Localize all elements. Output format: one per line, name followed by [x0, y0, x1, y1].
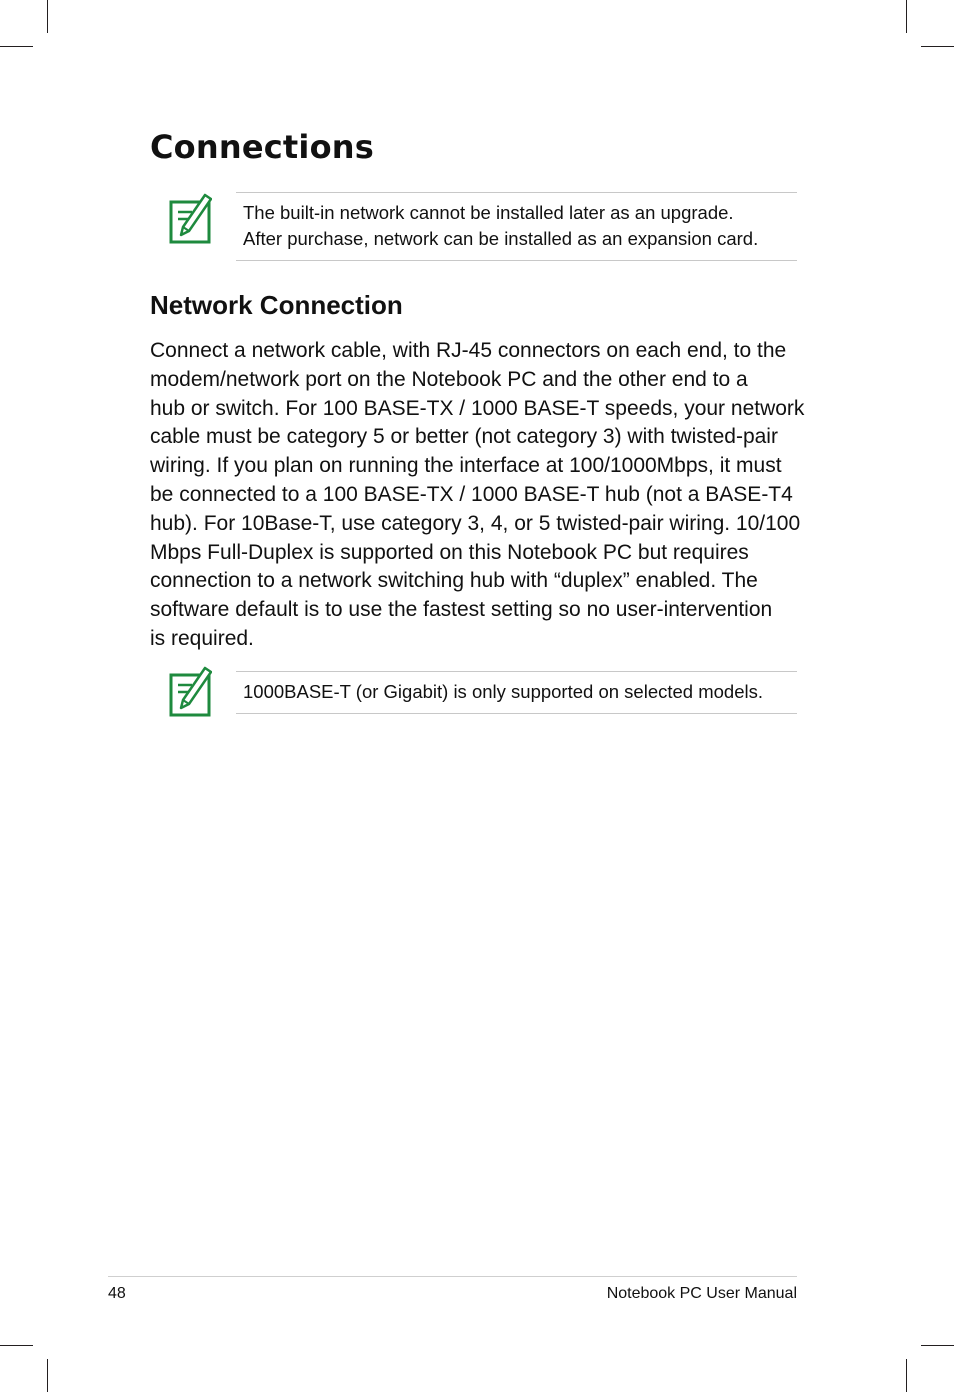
body-line: Mbps Full-Duplex is supported on this Notebook PC but requires: [150, 540, 749, 564]
note-pencil-icon: [168, 192, 212, 244]
crop-mark: [906, 0, 907, 33]
body-line: hub or switch. For 100 BASE-TX / 1000 BASE-T speeds, your network: [150, 396, 805, 420]
crop-mark: [906, 1359, 907, 1392]
body-line: connection to a network switching hub with “duplex” enabled. The: [150, 569, 758, 593]
body-line: hub). For 10Base-T, use category 3, 4, or 5 twisted-pair wiring. 10/100: [150, 511, 801, 535]
note-box: [236, 671, 797, 714]
body-line: modem/network port on the Notebook PC and the other end to a: [150, 367, 748, 391]
body-line: wiring. If you plan on running the interface at 100/1000Mbps, it must: [150, 454, 782, 478]
body-line: is required.: [150, 626, 254, 650]
footer-divider: [108, 1276, 797, 1277]
crop-mark: [921, 46, 954, 47]
section-heading: Network Connection: [150, 290, 403, 320]
body-paragraph: [150, 337, 810, 654]
note-text: The built-in network cannot be installed later as an upgrade.: [243, 202, 734, 223]
body-line: cable must be category 5 or better (not category 3) with twisted-pair: [150, 425, 778, 449]
body-line: software default is to use the fastest setting so no user-intervention: [150, 598, 773, 622]
page-number: 48: [108, 1285, 126, 1302]
note-text: After purchase, network can be installed as an expansion card.: [243, 228, 759, 249]
crop-mark: [47, 1359, 48, 1392]
body-line: be connected to a 100 BASE-TX / 1000 BASE-T hub (not a BASE-T4: [150, 482, 793, 506]
note-pencil-icon: [168, 665, 212, 717]
crop-mark: [921, 1345, 954, 1346]
crop-mark: [47, 0, 48, 33]
note-text: 1000BASE-T (or Gigabit) is only supported on selected models.: [243, 681, 763, 702]
page-title: Connections: [150, 128, 374, 166]
footer-manual-title: Notebook PC User Manual: [606, 1285, 797, 1302]
crop-mark: [0, 46, 33, 47]
body-line: Connect a network cable, with RJ-45 connectors on each end, to the: [150, 339, 787, 362]
note-box: [236, 192, 797, 261]
crop-mark: [0, 1345, 33, 1346]
